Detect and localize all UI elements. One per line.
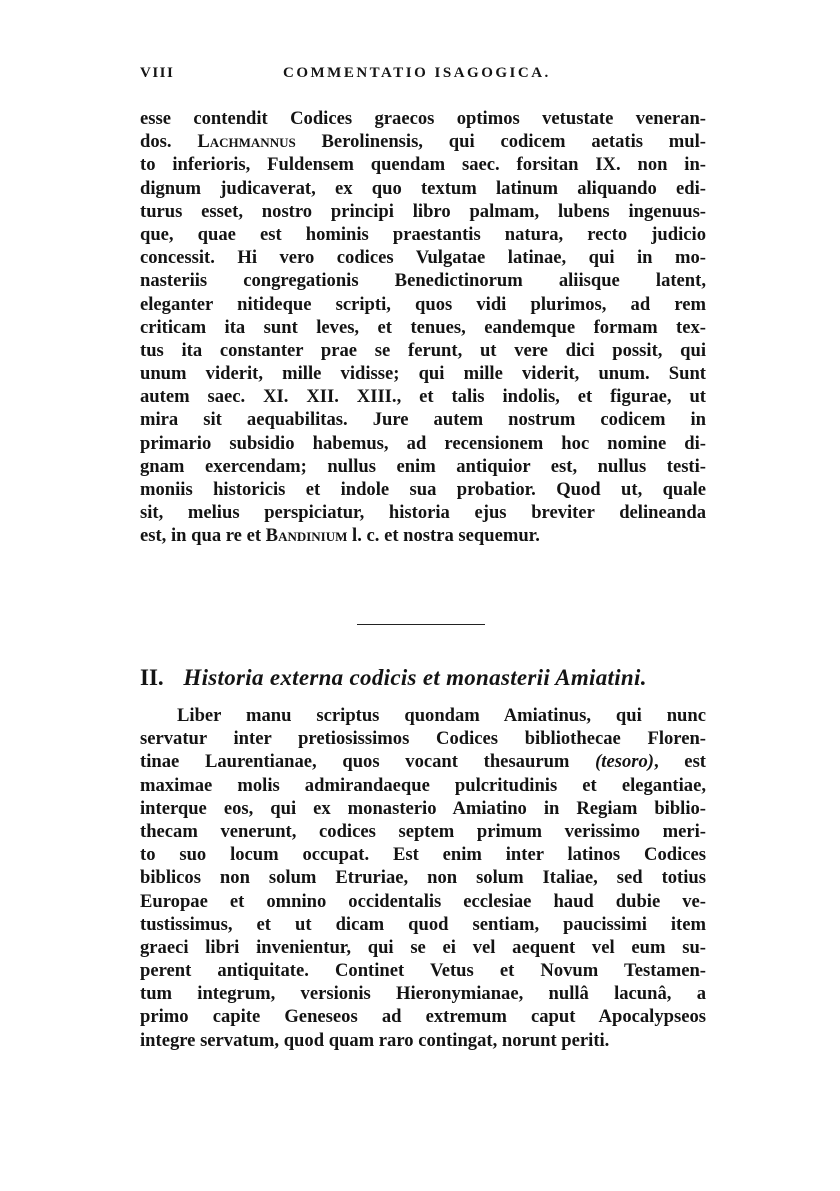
running-title: COMMENTATIO ISAGOGICA. (283, 65, 551, 81)
section-heading (140, 663, 720, 695)
text-segment: thecam venerunt, codices septem primum verissimo meri- (140, 820, 706, 842)
text-segment: tinae Laurentianae, quos vocant thesaurum (140, 751, 596, 773)
text-segment: to inferioris, Fuldensem quendam saec. forsitan IX. non in- (140, 154, 706, 176)
text-line (140, 200, 706, 223)
text-line (140, 704, 706, 727)
text-segment: concessit. Hi vero codices Vulgatae latinae, qui in mo- (140, 247, 706, 269)
page-header (140, 65, 710, 91)
text-segment: Europae et omnino occidentalis ecclesiae haud dubie ve- (140, 890, 706, 912)
text-line (140, 455, 706, 478)
text-segment: perent antiquitate. Continet Vetus et Novum Testamen- (140, 960, 706, 982)
text-line (140, 408, 706, 431)
paragraph-2 (140, 704, 706, 1052)
text-line (140, 866, 706, 889)
text-segment: graeci libri invenientur, qui se ei vel aequent vel eum su- (140, 936, 706, 958)
text-segment: tus ita constanter prae se ferunt, ut vere dici possit, qui (140, 339, 706, 361)
text-segment: dos. (140, 131, 198, 153)
text-line (140, 936, 706, 959)
text-segment: Liber manu scriptus quondam Amiatinus, qui nunc (177, 705, 706, 726)
section-number: II. (140, 665, 164, 690)
text-segment: interque eos, qui ex monasterio Amiatino in Regiam biblio- (140, 797, 706, 819)
text-segment: turus esset, nostro principi libro palmam, lubens ingenuus- (140, 200, 706, 222)
text-line (140, 478, 706, 501)
section-divider (357, 624, 485, 625)
text-segment: sit, melius perspiciatur, historia ejus breviter delineanda (140, 502, 706, 524)
text-segment: tum integrum, versionis Hieronymianae, nullâ lacunâ, a (140, 983, 706, 1005)
text-line (140, 913, 706, 936)
paragraph-1 (140, 107, 706, 548)
text-segment: servatur inter pretiosissimos Codices bibliothecae Floren- (140, 728, 706, 750)
text-line (140, 820, 706, 843)
text-segment: integre servatum, quod quam raro contingat, norunt periti. (140, 1029, 610, 1051)
text-line (140, 501, 706, 524)
text-line (140, 1005, 706, 1028)
text-segment: l. c. et nostra sequemur. (347, 525, 540, 547)
text-line (140, 316, 706, 339)
text-segment: est, in qua re et (140, 525, 266, 547)
text-line (140, 385, 706, 408)
text-segment: autem saec. XI. XII. XIII., et talis indolis, et figurae, ut (140, 386, 706, 408)
text-segment: que, quae est hominis praestantis natura, recto judicio (140, 223, 706, 245)
text-line (140, 293, 706, 316)
text-segment: moniis historicis et indole sua probatior. Quod ut, quale (140, 479, 706, 500)
text-line (140, 797, 706, 820)
section-title: Historia externa codicis et monasterii Amiatini. (183, 665, 647, 690)
text-line (140, 223, 706, 246)
text-line (140, 339, 706, 362)
text-segment: primo capite Geneseos ad extremum caput Apocalypseos (140, 1006, 706, 1028)
text-line (140, 1029, 706, 1052)
italic-term: (tesoro) (595, 751, 654, 773)
text-segment: , est (653, 751, 706, 773)
text-line (140, 982, 706, 1005)
text-line (140, 959, 706, 982)
text-line (140, 727, 706, 750)
text-line (140, 774, 706, 797)
small-caps-name: Bandinium (265, 525, 348, 547)
text-segment: nasteriis congregationis Benedictinorum aliisque latent, (140, 270, 706, 292)
text-line (140, 843, 706, 866)
text-segment: primario subsidio habemus, ad recensionem hoc nomine di- (140, 432, 706, 454)
text-segment: Berolinensis, qui codicem aetatis mul- (295, 131, 706, 153)
text-segment: to suo locum occupat. Est enim inter latinos Codices (140, 844, 706, 866)
text-segment: esse contendit Codices graecos optimos vetustate veneran- (140, 108, 706, 129)
text-segment: tustissimus, et ut dicam quod sentiam, paucissimi item (140, 913, 706, 935)
text-line (140, 153, 706, 176)
text-line (140, 130, 706, 153)
text-line (140, 246, 706, 269)
text-line (140, 432, 706, 455)
text-segment: eleganter nitideque scripti, quos vidi plurimos, ad rem (140, 293, 706, 315)
text-line (140, 890, 706, 913)
text-segment: mira sit aequabilitas. Jure autem nostrum codicem in (140, 409, 706, 431)
text-segment: dignum judicaverat, ex quo textum latinum aliquando edi- (140, 177, 706, 199)
text-segment: gnam exercendam; nullus enim antiquior est, nullus testi- (140, 455, 706, 477)
text-line (140, 362, 706, 385)
text-line (140, 177, 706, 200)
text-segment: unum viderit, mille vidisse; qui mille viderit, unum. Sunt (140, 363, 706, 385)
text-line (140, 269, 706, 292)
page-number: VIII (140, 65, 175, 81)
text-line (140, 750, 706, 773)
text-segment: criticam ita sunt leves, et tenues, eandemque formam tex- (140, 316, 706, 338)
text-line (140, 524, 706, 547)
small-caps-name: Lachmannus (197, 131, 296, 153)
text-segment: biblicos non solum Etruriae, non solum Italiae, sed totius (140, 867, 706, 889)
text-line (140, 107, 706, 130)
text-segment: maximae molis admirandaeque pulcritudinis et elegantiae, (140, 774, 706, 796)
